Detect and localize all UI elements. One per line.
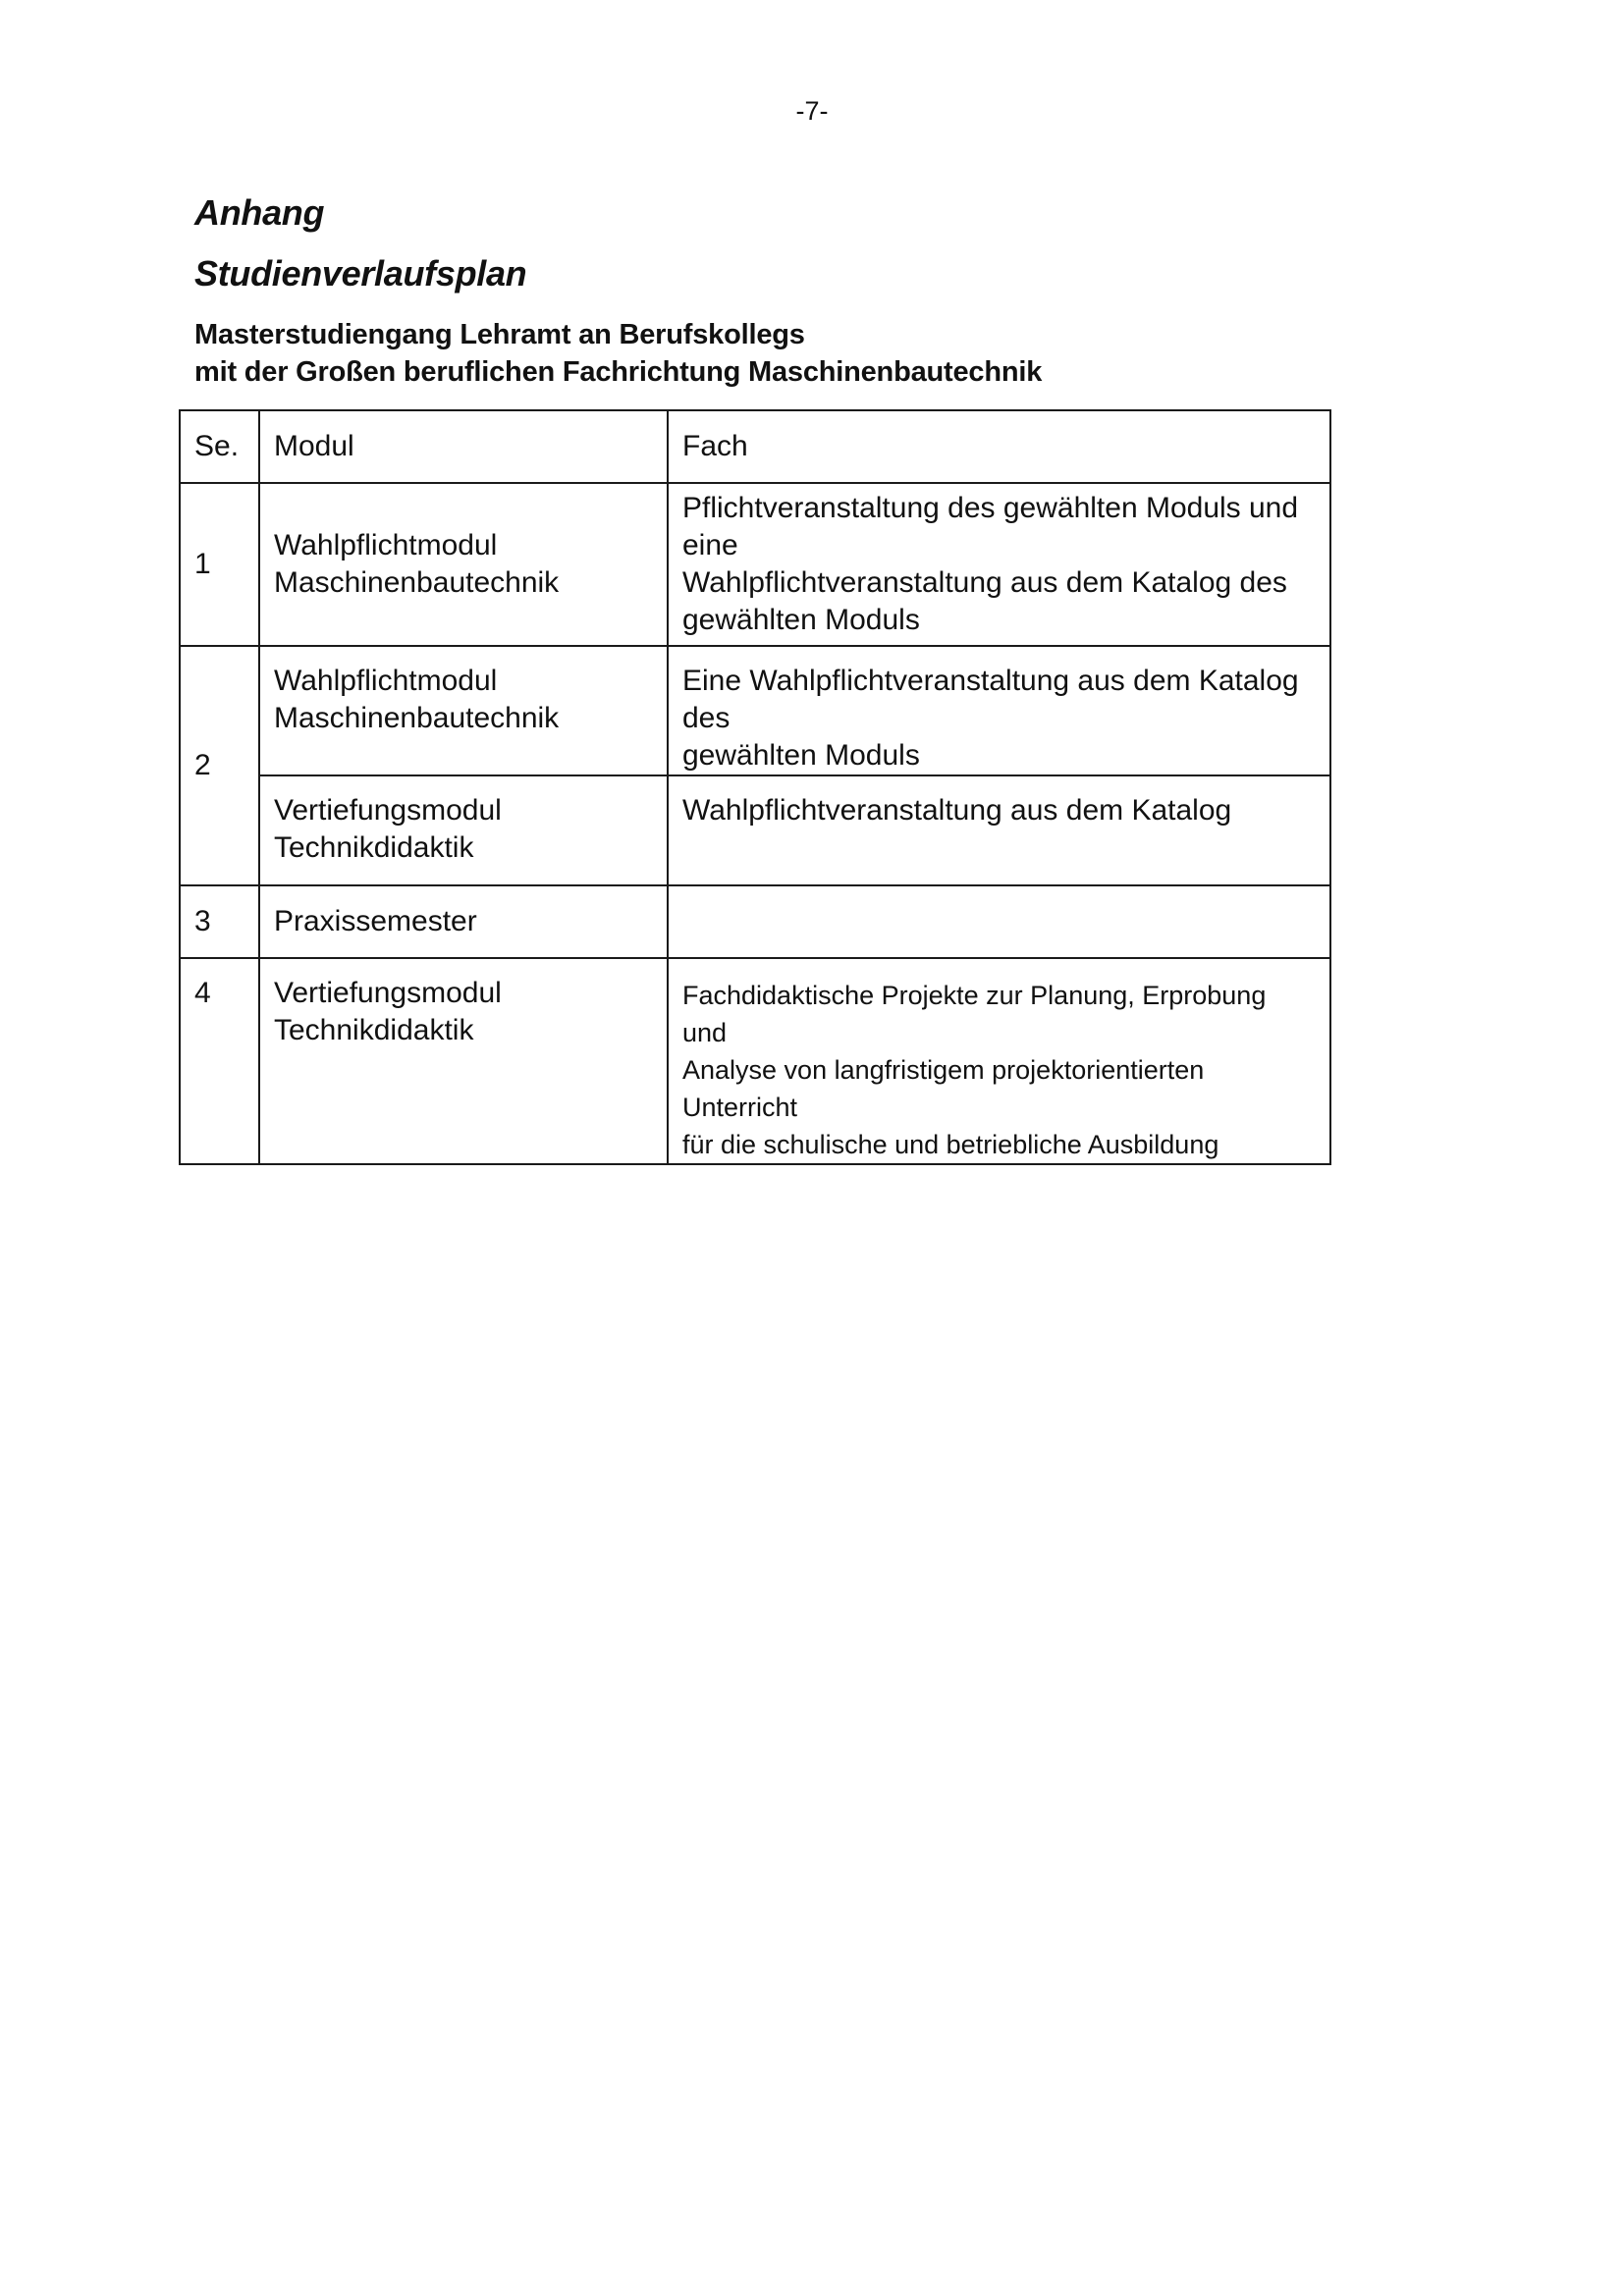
modul-cell <box>259 775 668 885</box>
modul-line: Praxissemester <box>274 905 477 937</box>
fach-cell <box>668 885 1330 958</box>
modul-line: Wahlpflichtmodul <box>274 529 498 561</box>
header-modul: Modul <box>259 410 668 483</box>
page-number: -7- <box>795 96 829 126</box>
fach-line: Analyse von langfristigem projektorientierten Unterricht <box>682 1055 1205 1122</box>
fach-cell <box>668 483 1330 646</box>
table-row-semester-3 <box>180 885 1330 958</box>
modul-line: Maschinenbautechnik <box>274 566 560 599</box>
fach-line: Wahlpflichtveranstaltung aus dem Katalog <box>682 794 1232 827</box>
subtitle-line-2: mit der Großen beruflichen Fachrichtung Maschinenbautechnik <box>194 356 1043 388</box>
document-subtitle <box>194 316 1042 391</box>
table-header-row <box>180 410 1330 483</box>
modul-line: Vertiefungsmodul <box>274 977 502 1009</box>
modul-cell <box>259 483 668 646</box>
table-row-semester-2b <box>180 775 1330 885</box>
subtitle-line-1: Masterstudiengang Lehramt an Berufskollegs <box>194 319 805 350</box>
fach-line: Eine Wahlpflichtveranstaltung aus dem Katalog des <box>682 665 1299 734</box>
fach-cell <box>668 775 1330 885</box>
fach-line: für die schulische und betriebliche Ausbildung <box>682 1130 1219 1159</box>
table-row-semester-2a <box>180 646 1330 775</box>
modul-cell <box>259 958 668 1164</box>
semester-cell: 1 <box>180 483 259 646</box>
semester-cell: 2 <box>180 646 259 885</box>
table-row-semester-4 <box>180 958 1330 1164</box>
semester-cell: 3 <box>180 885 259 958</box>
modul-cell <box>259 885 668 958</box>
fach-line: Pflichtveranstaltung des gewählten Moduls und eine <box>682 492 1299 561</box>
modul-line: Vertiefungsmodul <box>274 794 502 827</box>
section-heading-studienverlaufsplan: Studienverlaufsplan <box>194 253 527 294</box>
study-plan-table <box>179 409 1331 1165</box>
fach-line: Wahlpflichtveranstaltung aus dem Katalog des <box>682 566 1287 599</box>
modul-line: Maschinenbautechnik <box>274 702 560 734</box>
fach-cell <box>668 958 1330 1164</box>
modul-line: Technikdidaktik <box>274 1014 474 1046</box>
table-row-semester-1 <box>180 483 1330 646</box>
modul-line: Wahlpflichtmodul <box>274 665 498 697</box>
fach-line: gewählten Moduls <box>682 739 920 772</box>
section-heading-anhang: Anhang <box>194 192 325 233</box>
header-fach: Fach <box>668 410 1330 483</box>
semester-cell: 4 <box>180 958 259 1164</box>
header-semester: Se. <box>180 410 259 483</box>
fach-line: Fachdidaktische Projekte zur Planung, Erprobung und <box>682 981 1267 1047</box>
modul-line: Technikdidaktik <box>274 831 474 864</box>
fach-line: gewählten Moduls <box>682 604 920 636</box>
fach-cell <box>668 646 1330 775</box>
modul-cell <box>259 646 668 775</box>
